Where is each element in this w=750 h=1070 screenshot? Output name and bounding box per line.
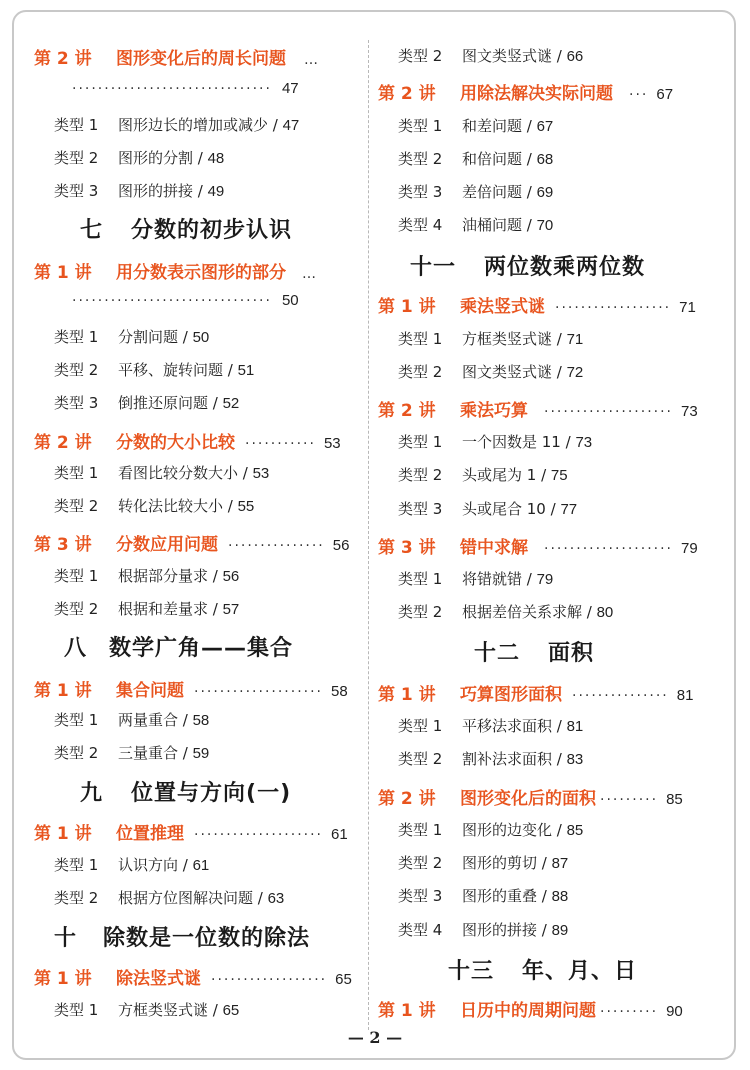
lecture-title: 图形变化后的面积 [460,789,596,809]
toc-type-entry[interactable] [398,601,613,622]
lecture-number: 第 2 讲 [378,789,436,809]
toc-type-entry[interactable] [54,999,239,1020]
type-number: 类型 1 [54,328,99,346]
chapter-number: 九 [80,781,104,806]
chapter-title: 位置与方向(一) [131,781,292,806]
type-title: 割补法求面积 / [462,750,567,768]
type-title: 倒推还原问题 / [118,394,223,412]
chapter-title: 分数的初步认识 [131,218,293,243]
type-title: 认识方向 / [118,856,193,874]
type-title: 三量重合 / [118,744,193,762]
lecture-number: 第 1 讲 [378,1001,436,1021]
page-number: 66 [566,48,584,65]
type-title: 图文类竖式谜 / [462,363,567,381]
type-title: 图形的分割 / [118,149,208,167]
page-number: 68 [536,151,554,168]
type-number: 类型 3 [54,394,99,412]
lecture-title: 用除法解决实际问题 [460,84,613,104]
lecture-number: 第 3 讲 [34,535,92,555]
chapter-number: 八 [64,636,88,661]
type-title: 平移、旋转问题 / [118,361,238,379]
toc-type-entry[interactable] [54,462,269,483]
leader-dots: ······························· [72,81,272,97]
type-number: 类型 2 [398,47,443,65]
toc-type-entry[interactable] [398,328,583,349]
leader-dots: ·················· [211,972,328,988]
page-number: 47 [281,80,299,97]
page-number: 73 [575,434,593,451]
type-number: 类型 3 [398,500,443,518]
toc-chapter-heading[interactable] [80,776,291,807]
toc-lecture-entry[interactable] [378,533,698,558]
lecture-number: 第 1 讲 [34,969,92,989]
toc-type-entry[interactable] [398,715,583,736]
lecture-number: 第 2 讲 [34,49,92,69]
toc-type-entry[interactable] [54,598,239,619]
toc-type-entry[interactable] [398,181,553,202]
toc-type-entry[interactable] [398,748,583,769]
page-number: 58 [331,683,348,700]
lecture-title: 位置推理 [116,824,184,844]
leader-dots: ······························· [72,293,272,309]
type-title: 看图比较分数大小 / [118,464,253,482]
leader-dots: ··············· [572,688,669,704]
page-number: 53 [323,435,341,452]
chapter-number: 十三 [448,959,495,984]
chapter-title: 面积 [548,641,595,666]
type-title: 根据部分量求 / [118,567,223,585]
type-number: 类型 1 [398,433,443,451]
type-title: 图形的重叠 / [462,887,552,905]
type-title: 图形的剪切 / [462,854,552,872]
toc-lecture-entry[interactable] [34,530,349,555]
toc-chapter-heading[interactable] [54,921,310,952]
page-number: 61 [331,826,348,843]
type-number: 类型 2 [398,150,443,168]
toc-type-entry[interactable] [54,854,209,875]
page-number: 79 [536,571,554,588]
toc-chapter-heading[interactable] [410,250,645,281]
page-number: 87 [551,855,569,872]
type-number: 类型 1 [54,567,99,585]
chapter-title: 除数是一位数的除法 [103,926,311,951]
type-number: 类型 1 [398,330,443,348]
toc-lecture-entry[interactable] [378,996,683,1021]
lecture-number: 第 1 讲 [34,824,92,844]
type-number: 类型 2 [398,854,443,872]
type-number: 类型 2 [54,889,99,907]
lecture-number: 第 3 讲 [378,538,436,558]
toc-type-entry[interactable] [54,742,209,763]
type-title: 方框类竖式谜 / [118,1001,223,1019]
type-number: 类型 2 [398,603,443,621]
lecture-title: 乘法巧算 [460,401,528,421]
type-title: 油桶问题 / [462,216,537,234]
type-number: 类型 2 [398,750,443,768]
toc-type-entry[interactable] [398,431,592,452]
type-number: 类型 2 [398,466,443,484]
type-number: 类型 2 [54,600,99,618]
type-title: 一个因数是 11 / [462,433,576,451]
chapter-title: 数学广角——集合 [109,636,294,661]
page-number: 58 [192,712,210,729]
leader-dots: ··········· [245,436,316,452]
page-number: 90 [666,1003,683,1020]
type-title: 和倍问题 / [462,150,537,168]
lecture-title: 日历中的周期问题 [460,1001,596,1021]
page-number: 77 [560,501,578,518]
type-title: 转化法比较大小 / [118,497,238,515]
type-title: 头或尾为 1 / [462,466,551,484]
page-number: 79 [681,540,698,557]
chapter-number: 七 [80,218,104,243]
page-number: 67 [536,118,554,135]
toc-type-entry[interactable] [398,214,553,235]
lecture-title: 除法竖式谜 [116,969,201,989]
page-number: 56 [222,568,240,585]
page-number: 69 [536,184,554,201]
chapter-number: 十一 [410,255,457,280]
type-number: 类型 4 [398,921,443,939]
toc-type-entry[interactable] [54,709,209,730]
type-number: 类型 2 [54,149,99,167]
toc-type-entry[interactable] [54,147,224,168]
type-number: 类型 1 [54,1001,99,1019]
lecture-title: 集合问题 [116,681,184,701]
leader-dots: ···················· [544,404,674,420]
type-number: 类型 3 [398,887,443,905]
toc-lecture-entry[interactable] [378,292,696,317]
page-number: 81 [566,718,584,735]
toc-lecture-entry[interactable] [34,428,341,453]
type-number: 类型 1 [54,464,99,482]
page-number: 65 [222,1002,240,1019]
chapter-title: 年、月、日 [522,959,638,984]
page-number: 85 [566,822,584,839]
toc-lecture-entry[interactable] [34,676,348,701]
toc-chapter-heading[interactable] [64,631,293,662]
type-title: 根据和差量求 / [118,600,223,618]
toc-lecture-entry[interactable] [34,44,328,69]
lecture-title: 分数的大小比较 [116,433,235,453]
toc-type-entry[interactable] [54,359,254,380]
page-footer-number: — 2 — [347,1028,403,1047]
page-number: 48 [207,150,225,167]
page-number: 63 [267,890,285,907]
toc-type-entry[interactable] [54,114,299,135]
page-number: 65 [335,971,352,988]
leader-dots: … [304,52,320,68]
toc-type-entry[interactable] [54,180,224,201]
lecture-number: 第 1 讲 [34,263,92,283]
type-number: 类型 1 [54,711,99,729]
page-number: 75 [550,467,568,484]
toc-lecture-entry[interactable] [34,819,348,844]
type-title: 图形边长的增加或减少 / [118,116,283,134]
toc-type-entry[interactable] [54,495,254,516]
leader-dots: ··· [629,87,649,103]
toc-type-entry[interactable] [54,392,239,413]
type-title: 图形的拼接 / [118,182,208,200]
type-number: 类型 3 [54,182,99,200]
toc-type-entry[interactable] [54,326,209,347]
page-number: 59 [192,745,210,762]
toc-type-entry[interactable] [398,361,583,382]
toc-type-entry[interactable] [54,887,284,908]
page-number: 88 [551,888,569,905]
page-number: 67 [656,86,674,103]
toc-type-entry[interactable] [398,568,553,589]
type-title: 平移法求面积 / [462,717,567,735]
lecture-title: 乘法竖式谜 [460,297,545,317]
toc-type-entry[interactable] [398,45,583,66]
page-number: 57 [222,601,240,618]
page-number: 47 [282,117,300,134]
type-title: 和差问题 / [462,117,537,135]
toc-type-entry[interactable] [398,498,577,519]
page-number: 85 [666,791,683,808]
toc-chapter-heading[interactable] [80,213,292,244]
page-number: 55 [237,498,255,515]
toc-lecture-entry[interactable] [378,396,698,421]
toc-type-entry[interactable] [398,819,583,840]
lecture-title: 巧算图形面积 [460,685,562,705]
page-number: 52 [222,395,240,412]
type-number: 类型 1 [398,117,443,135]
type-number: 类型 3 [398,183,443,201]
toc-lecture-continuation [72,80,299,97]
lecture-title: 用分数表示图形的部分 [116,263,286,283]
type-title: 方框类竖式谜 / [462,330,567,348]
toc-type-entry[interactable] [398,885,568,906]
leader-dots: ···················· [544,541,674,557]
type-number: 类型 1 [54,856,99,874]
type-number: 类型 4 [398,216,443,234]
type-number: 类型 2 [54,744,99,762]
lecture-number: 第 1 讲 [34,681,92,701]
page-number: 50 [192,329,210,346]
page-number: 49 [207,183,225,200]
leader-dots: … [302,266,318,282]
type-number: 类型 2 [54,497,99,515]
toc-lecture-entry[interactable] [34,258,326,283]
lecture-title: 图形变化后的周长问题 [116,49,286,69]
toc-lecture-entry[interactable] [378,79,673,104]
toc-type-entry[interactable] [398,852,568,873]
type-title: 根据差倍关系求解 / [462,603,597,621]
type-number: 类型 1 [398,570,443,588]
lecture-number: 第 1 讲 [378,297,436,317]
lecture-title: 分数应用问题 [116,535,218,555]
page-number: 70 [536,217,554,234]
page-number: 73 [681,403,698,420]
page-number: 51 [237,362,255,379]
toc-chapter-heading[interactable] [474,636,594,667]
toc-chapter-heading[interactable] [448,954,637,985]
leader-dots: ········· [600,1004,659,1020]
type-number: 类型 1 [398,821,443,839]
lecture-number: 第 1 讲 [378,685,436,705]
page-number: 89 [551,922,569,939]
leader-dots: ···················· [194,827,324,843]
column-divider [368,40,369,1030]
type-title: 将错就错 / [462,570,537,588]
type-number: 类型 2 [398,363,443,381]
type-title: 两量重合 / [118,711,193,729]
toc-type-entry[interactable] [398,148,553,169]
chapter-title: 两位数乘两位数 [484,255,646,280]
lecture-number: 第 2 讲 [378,84,436,104]
page-number: 61 [192,857,210,874]
page-number: 83 [566,751,584,768]
toc-type-entry[interactable] [398,115,553,136]
toc-lecture-entry[interactable] [378,784,683,809]
toc-type-entry[interactable] [398,464,568,485]
page-number: 56 [332,537,350,554]
chapter-number: 十二 [474,641,521,666]
type-title: 图文类竖式谜 / [462,47,567,65]
page-number: 71 [566,331,584,348]
page-number: 80 [596,604,614,621]
lecture-title: 错中求解 [460,538,528,558]
toc-type-entry[interactable] [398,919,568,940]
type-title: 分割问题 / [118,328,193,346]
toc-lecture-entry[interactable] [378,680,693,705]
toc-lecture-entry[interactable] [34,964,352,989]
type-title: 头或尾合 10 / [462,500,561,518]
chapter-number: 十 [54,926,78,951]
page-number: 71 [679,299,696,316]
page-number: 53 [252,465,270,482]
type-title: 差倍问题 / [462,183,537,201]
type-number: 类型 2 [54,361,99,379]
type-title: 图形的边变化 / [462,821,567,839]
toc-type-entry[interactable] [54,565,239,586]
type-title: 根据方位图解决问题 / [118,889,268,907]
lecture-number: 第 2 讲 [34,433,92,453]
lecture-number: 第 2 讲 [378,401,436,421]
type-number: 类型 1 [54,116,99,134]
leader-dots: ·················· [555,300,672,316]
page-number: 81 [676,687,694,704]
leader-dots: ···················· [194,684,324,700]
toc-lecture-continuation [72,292,299,309]
page-number: 72 [566,364,584,381]
leader-dots: ··············· [228,538,325,554]
leader-dots: ········· [600,792,659,808]
page-number: 50 [281,292,299,309]
type-number: 类型 1 [398,717,443,735]
type-title: 图形的拼接 / [462,921,552,939]
